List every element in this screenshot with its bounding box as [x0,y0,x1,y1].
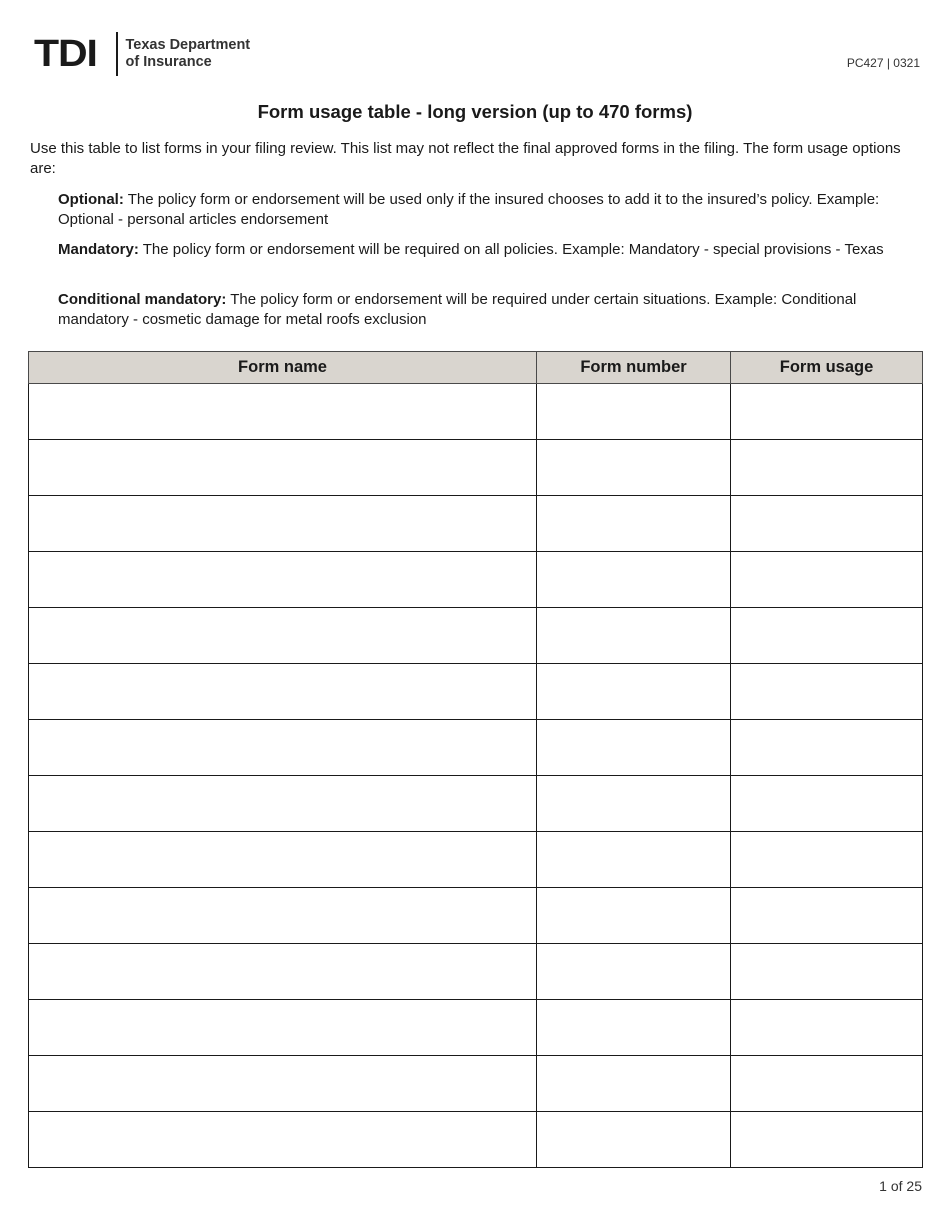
form-number-cell[interactable] [537,440,731,496]
form-usage-cell[interactable] [731,496,923,552]
form-number-cell[interactable] [537,776,731,832]
page-number: 1 of 25 [879,1178,922,1194]
form-usage-cell[interactable] [731,888,923,944]
form-usage-cell[interactable] [731,1112,923,1168]
table-body [29,384,923,1168]
form-usage-cell[interactable] [731,1056,923,1112]
option-label: Mandatory: [58,241,139,258]
tdi-logo [34,32,250,76]
table-row [29,1056,923,1112]
form-name-cell[interactable] [29,552,537,608]
option-conditional-mandatory [58,290,908,330]
table-row [29,1112,923,1168]
form-usage-cell[interactable] [731,944,923,1000]
form-name-cell[interactable] [29,1000,537,1056]
form-name-cell[interactable] [29,944,537,1000]
form-number-cell[interactable] [537,720,731,776]
form-usage-cell[interactable] [731,776,923,832]
form-usage-cell[interactable] [731,440,923,496]
table-row [29,496,923,552]
form-number-cell[interactable] [537,832,731,888]
intro-paragraph: Use this table to list forms in your filing review. This list may not reflect the final approved forms in the filing. The form usage options are: [30,140,901,177]
table-row [29,608,923,664]
form-number-cell[interactable] [537,496,731,552]
form-usage-cell[interactable] [731,608,923,664]
form-number-cell[interactable] [537,888,731,944]
logo-mark: TDI [34,33,97,75]
option-text: The policy form or endorsement will be required under certain situations. Example: Conditional mandatory - cosmetic damage for metal roofs exclusion [58,291,857,328]
logo-text [126,37,251,71]
table-row [29,552,923,608]
form-name-cell[interactable] [29,720,537,776]
option-label: Conditional mandatory: [58,291,227,308]
option-label: Optional: [58,191,124,208]
table-row [29,888,923,944]
form-usage-cell[interactable] [731,664,923,720]
form-code: PC427 | 0321 [846,56,920,70]
form-usage-cell[interactable] [731,832,923,888]
form-number-cell[interactable] [537,1112,731,1168]
form-number-cell[interactable] [537,944,731,1000]
logo-divider [116,32,118,76]
header-form-name: Form name [29,352,537,384]
form-number-cell[interactable] [537,664,731,720]
form-usage-cell[interactable] [731,552,923,608]
form-usage-cell[interactable] [731,1000,923,1056]
option-text: The policy form or endorsement will be used only if the insured chooses to add it to the insured’s policy. Example: Optional - personal articles endorsement [58,191,880,228]
table-row [29,1000,923,1056]
form-name-cell[interactable] [29,1056,537,1112]
form-name-cell[interactable] [29,384,537,440]
logo-line-2: of Insurance [125,54,212,70]
table-row [29,944,923,1000]
form-number-cell[interactable] [537,1056,731,1112]
page-header [34,32,920,80]
form-number-cell[interactable] [537,384,731,440]
form-usage-cell[interactable] [731,720,923,776]
form-name-cell[interactable] [29,888,537,944]
table-row [29,776,923,832]
form-name-cell[interactable] [29,664,537,720]
table-row [29,720,923,776]
form-usage-cell[interactable] [731,384,923,440]
form-number-cell[interactable] [537,608,731,664]
form-name-cell[interactable] [29,440,537,496]
table-row [29,440,923,496]
form-number-cell[interactable] [537,1000,731,1056]
table-header-row [29,352,923,384]
option-mandatory [58,240,908,260]
page-title: Form usage table - long version (up to 470 forms) [257,101,693,122]
form-name-cell[interactable] [29,832,537,888]
table-row [29,384,923,440]
option-text: The policy form or endorsement will be required on all policies. Example: Mandatory - special provisions - Texas [138,241,884,258]
form-usage-table [28,351,923,1168]
form-number-cell[interactable] [537,552,731,608]
form-name-cell[interactable] [29,496,537,552]
header-form-usage: Form usage [731,352,923,384]
form-name-cell[interactable] [29,608,537,664]
option-optional [58,190,908,230]
table-row [29,832,923,888]
form-name-cell[interactable] [29,776,537,832]
logo-line-1: Texas Department [125,37,251,53]
header-form-number: Form number [537,352,731,384]
table-row [29,664,923,720]
form-name-cell[interactable] [29,1112,537,1168]
